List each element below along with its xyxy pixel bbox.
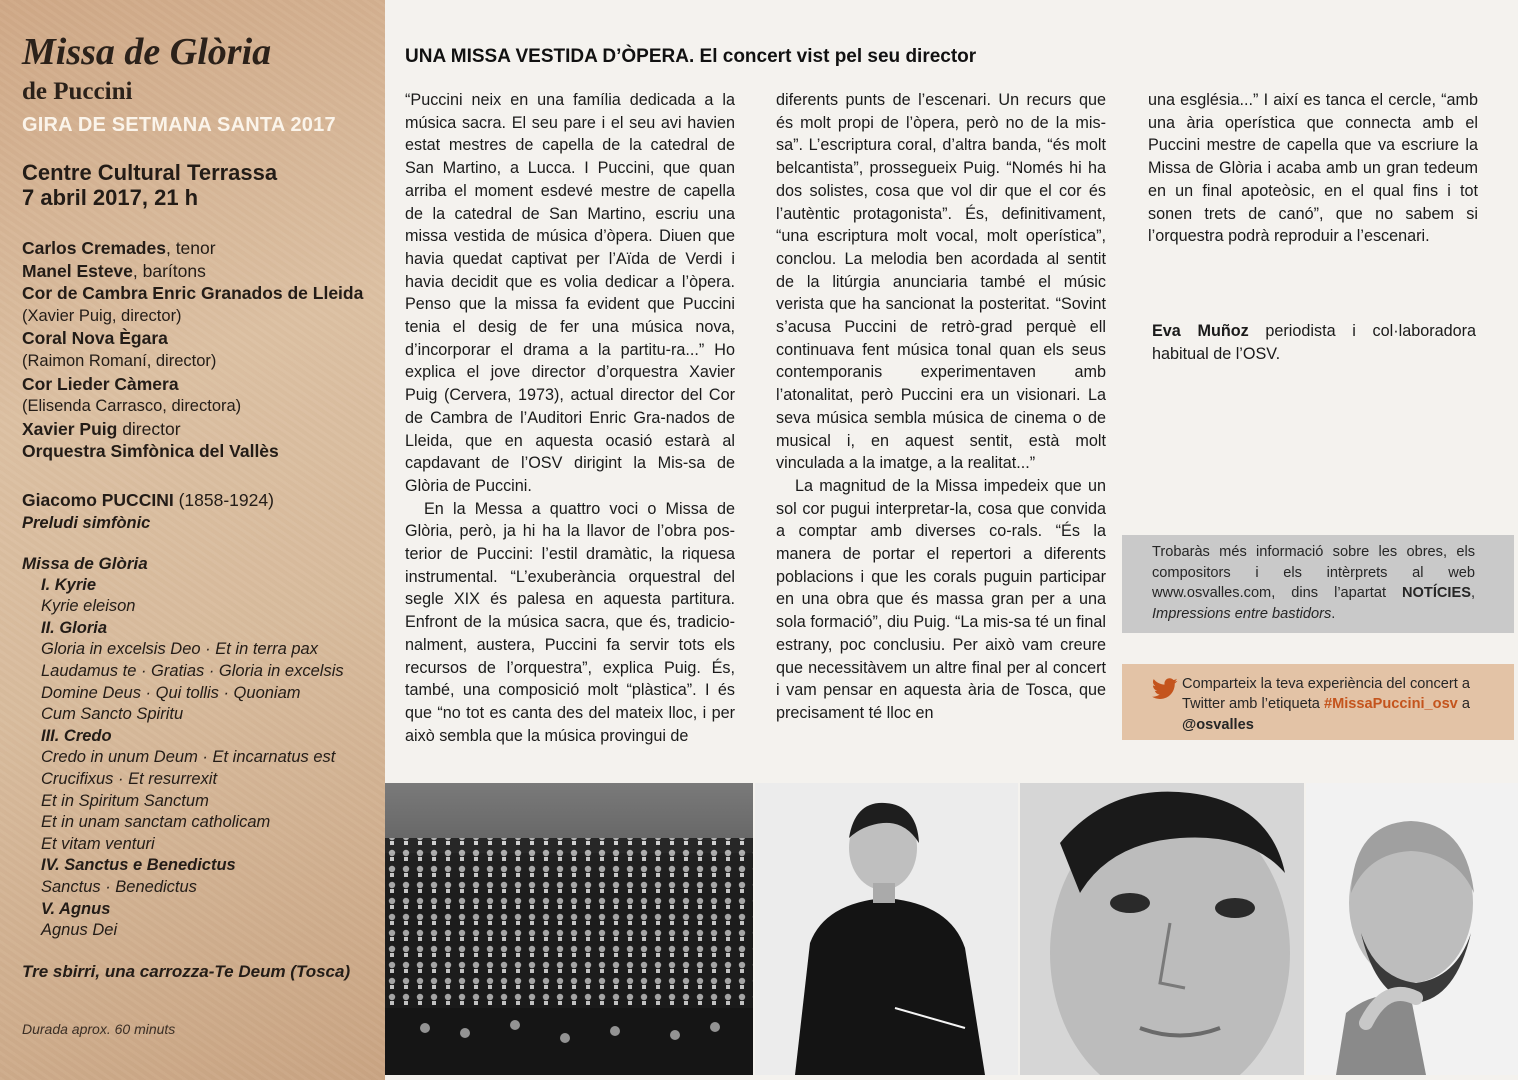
performer: Carlos Cremades, tenor bbox=[22, 238, 216, 258]
movement-line: Et vitam venturi bbox=[41, 834, 155, 853]
movement-line: Et in Spiritum Sanctum bbox=[41, 791, 209, 810]
movement-line: Agnus Dei bbox=[41, 921, 118, 940]
tenor-illustration bbox=[1020, 783, 1304, 1075]
movement-line: Cum Sancto Spiritu bbox=[41, 705, 184, 724]
movement-line: Crucifixus · Et resurrexit bbox=[41, 769, 218, 788]
article-column-3 bbox=[1148, 89, 1478, 248]
work-title: Missa de Glòria bbox=[22, 554, 148, 573]
choir-photo bbox=[385, 783, 753, 1075]
article-column-2 bbox=[776, 89, 1106, 725]
baritone-photo bbox=[1306, 783, 1518, 1075]
movement-line: Kyrie eleison bbox=[41, 597, 136, 616]
performers-list bbox=[22, 237, 363, 463]
movement-title: III. Credo bbox=[41, 726, 112, 745]
handle-link[interactable]: @osvalles bbox=[1182, 716, 1254, 733]
conductor-photo bbox=[755, 783, 1018, 1075]
duration: Durada aprox. 60 minuts bbox=[22, 1021, 176, 1037]
movement-title: IV. Sanctus e Benedictus bbox=[41, 856, 236, 875]
author-name: Eva Muñoz bbox=[1152, 322, 1249, 340]
tenor-photo bbox=[1020, 783, 1304, 1075]
finale: Tre sbirri, una carrozza-Te Deum (Tosca) bbox=[22, 962, 351, 981]
movement-title: II. Gloria bbox=[41, 618, 108, 637]
baritone-illustration bbox=[1306, 783, 1518, 1075]
article-heading: UNA MISSA VESTIDA D’ÒPERA. El concert vist pel seu director bbox=[405, 46, 977, 67]
article-paragraph: La magnitud de la Missa impedeix que un sol cor pugui interpretar-la, cosa que convida a comptar amb diverses co-rals. “És la manera de portar el repertori a diferents poblacions i que les corals puguin participar en una obra que és massa gran per a una sola formació”, diu Puig. “La mis-sa té un final estrany, poc conclusiu. Per això vam creure que necessitàvem un altre final per al concert i vam pensar en aquesta ària de Tosca, que precisament té lloc en bbox=[776, 476, 1106, 722]
hashtag-link[interactable]: #MissaPuccini_osv bbox=[1323, 696, 1458, 713]
performer: Orquestra Simfònica del Vallès bbox=[22, 441, 279, 462]
performer-note: (Raimon Romaní, director) bbox=[22, 351, 217, 370]
tour-label: GIRA DE SETMANA SANTA 2017 bbox=[22, 114, 336, 136]
work-preludi: Preludi simfònic bbox=[22, 514, 151, 532]
program-title: Missa de Glòria bbox=[22, 31, 272, 73]
movement-line: Domine Deus · Qui tollis · Quoniam bbox=[41, 683, 301, 702]
movement-title: I. Kyrie bbox=[41, 575, 97, 594]
info-box bbox=[1122, 535, 1514, 633]
performer-note: (Xavier Puig, director) bbox=[22, 306, 182, 325]
article-paragraph: diferents punts de l’escenari. Un recurs que és molt propi de l’òpera, però no de la mis-sa”. L’escriptura coral, d’altra banda, “és molt belcantista”, prossegueix Puig. “Només hi ha dos solistes, cosa que vol dir que el cor és l’autèntic protagonista”. És, definitivament, “una escriptura molt vocal, molt operística”, conclou. La melodia ben acordada al sentit de la litúrgia anunciaria també el músic verista que ha sancionat la posteritat. “Sovint s’acusa Puccini de retrò-grad perquè ell continuava fent música tonal quan els seus contemporanis experimentaven amb l’atonalitat, però Puccini era un visionari. La seva música sembla música de cinema o de musical i, en aquest sentit, està molt vinculada a la imatge, a la realitat...” bbox=[776, 91, 1106, 473]
program-subtitle: de Puccini bbox=[22, 78, 133, 105]
movement-line: Laudamus te · Gratias · Gloria in excelsis bbox=[41, 661, 344, 680]
twitter-bird-icon bbox=[1152, 678, 1178, 700]
article-column-1 bbox=[405, 89, 735, 747]
performer: Manel Esteve, barítons bbox=[22, 260, 206, 281]
movement-title: V. Agnus bbox=[41, 899, 111, 918]
article-paragraph: En la Messa a quattro voci o Missa de Glòria, però, ja hi ha la llavor de l’obra pos-terior de Puccini: l’estil dramàtic, la riquesa instrumental. “L’exuberància orquestral del segle XIX és palesa en aquesta partitura. Enfront de la música sacra, que és, tradicio-nalment, austera, Puccini fa servir tots els recursos de l’orquestra”, explica Puig. És, també, una composició molt “plàstica”. I és que “no tot es canta des del mateix lloc, i per això sembla que la música provingui de bbox=[405, 499, 735, 745]
program-sidebar bbox=[0, 0, 385, 1080]
movement-line: Credo in unum Deum · Et incarnatus est bbox=[41, 748, 336, 767]
conductor-illustration bbox=[755, 783, 1018, 1075]
performer: Xavier Puig director bbox=[22, 418, 181, 439]
article-paragraph: una església...” I així es tanca el cercle, “amb una ària operística que connecta amb el Puccini mestre de capella que va escriure la Missa de Glòria i acaba amb un gran tedeum en un final apoteòsic, en el qual fins i tot sonen trets de canó”, que no sabem si l’orquestra podrà reproduir a l’escenari. bbox=[1148, 91, 1478, 246]
article-paragraph: “Puccini neix en una família dedicada a la música sacra. El seu pare i el seu avi havien estat mestres de capella de la catedral de San Martino, a Lucca. I Puccini, que quan arriba el moment esdevé mestre de capella de la catedral de San Martino, escriu una missa vestida de música d’òpera. Diuen que havia quedat captivat per l’Aïda de Verdi i havia decidit que es volia dedicar a l’òpera. Penso que la missa fa evident que Puccini tenia el desig de fer una música nova, d’incorporar el drama a la partitu-ra...” Ho explica el jove director d’orquestra Xavier Puig (Cervera, 1973), actual director del Cor de Cambra de l’Auditori Enric Gra-nados de Lleida, que en aquesta ocasió estarà al capdavant de l’OSV dirigint la Mis-sa de Glòria de Puccini. bbox=[405, 91, 735, 495]
choir-illustration bbox=[385, 783, 753, 1075]
movement-line: Et in unam sanctam catholicam bbox=[41, 813, 271, 832]
performer: Cor Lieder Càmera bbox=[22, 373, 179, 394]
venue: Centre Cultural Terrassa bbox=[22, 160, 278, 185]
performer: Coral Nova Ègara bbox=[22, 328, 168, 349]
info-text: Trobaràs més informació sobre les obres, els compositors i els intèrprets al web www.osvalles.com, dins l’apartat NOTÍCIES, Impressions entre bastidors. bbox=[1152, 544, 1475, 622]
author-description: periodista i col·laboradora habitual de l’OSV. bbox=[1152, 322, 1476, 363]
work-missa bbox=[22, 553, 344, 942]
movement-line: Sanctus · Benedictus bbox=[41, 877, 197, 896]
performer: Cor de Cambra Enric Granados de Lleida bbox=[22, 283, 364, 304]
performer-note: (Elisenda Carrasco, directora) bbox=[22, 397, 242, 416]
author-credit bbox=[1152, 320, 1476, 365]
movement-line: Gloria in excelsis Deo · Et in terra pax bbox=[41, 640, 318, 659]
twitter-box bbox=[1122, 664, 1514, 740]
composer: Giacomo PUCCINI (1858-1924) bbox=[22, 490, 274, 510]
twitter-text: Comparteix la teva experiència del concert a Twitter amb l’etiqueta #MissaPuccini_osv a @osvalles bbox=[1182, 676, 1470, 733]
concert-date: 7 abril 2017, 21 h bbox=[22, 185, 199, 210]
